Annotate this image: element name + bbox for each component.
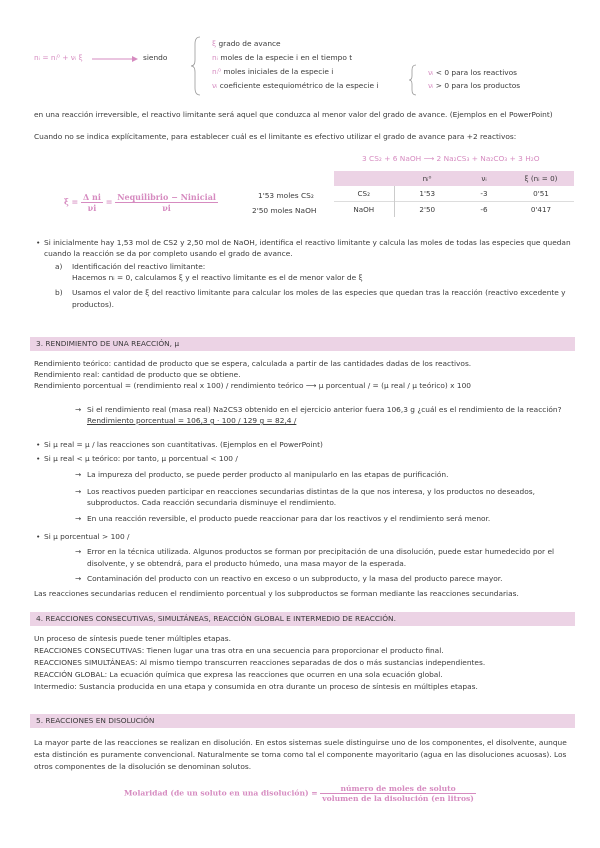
table-row: CS₂ 1'53 -3 0'51 [334, 186, 574, 202]
cause-secundarias: → Los reactivos pueden participar en reacciones secundarias distintas de la que nos interesa, y los productos no deseados, [87, 486, 535, 498]
sec4-line-1: Un proceso de síntesis puede tener múltiples etapas. [34, 634, 231, 643]
header-vi: νᵢ [481, 174, 487, 183]
reaction-equation: 3 CS₂ + 6 NaOH ⟶ 2 Na₂CS₃ + Na₂CO₃ + 3 H₂O [362, 154, 540, 163]
rend-teorico: Rendimiento teórico: cantidad de producto que se espera, calculada a partir de las cantidades dadas de los reactivos. [34, 359, 472, 368]
sign-productos: νᵢ > 0 para los productos [428, 81, 521, 90]
bullet-mu-less: • Si μ real < μ teórico: por tanto, μ porcentual < 100 / [44, 453, 238, 465]
step-b-label: b) [55, 288, 63, 297]
sec4-simultaneas: REACCIONES SIMULTÁNEAS: Al mismo tiempo transcurren reacciones separadas de dos o más sustancias independientes. [34, 658, 486, 667]
step-b-text: Usamos el valor de ξ del reactivo limitante para calcular los moles de las especies que quedan tras la reacción (reactivo excedente y [72, 288, 566, 297]
arrow-right-icon [92, 55, 138, 63]
sec4-global: REACCIÓN GLOBAL: La ecuación química que expresa las reacciones que ocurren en una sola ecuación global. [34, 670, 443, 679]
sec5-line-3: otros componentes de la disolución se denominan solutos. [34, 762, 252, 771]
para-limitante: Cuando no se indica explícitamente, para establecer cuál es el limitante es efectivo utilizar el grado de avance para +2 reactivos: [34, 132, 517, 141]
exercise-bullet-cont: cuando la reacción se da por completo usando el grado de avance. [44, 249, 293, 258]
def-vi: νᵢ coeficiente estequiométrico de la especie i [212, 81, 379, 90]
header-ni0: nᵢ⁰ [422, 174, 432, 183]
header-xi: ξ (nᵢ = 0) [524, 174, 558, 183]
section-4-heading: 4. REACCIONES CONSECUTIVAS, SIMULTÁNEAS, REACCIÓN GLOBAL E INTERMEDIO DE REACCIÓN. [30, 612, 575, 626]
section-5-heading: 5. REACCIONES EN DISOLUCIÓN [30, 714, 575, 728]
cause-error-tecnica: → Error en la técnica utilizada. Algunos productos se forman por precipitación de una disolución, puede estar humedecido por el [87, 546, 554, 558]
step-a-label: a) [55, 262, 63, 271]
reaction-table [334, 171, 574, 217]
sec3-conclusion: Las reacciones secundarias reducen el rendimiento porcentual y los subproductos se forman mediante las reacciones secundarias. [34, 589, 519, 598]
cause-secundarias-cont: subproductos. Cada reacción secundaria disminuye el rendimiento. [87, 498, 337, 507]
step-a-title: Identificación del reactivo limitante: [72, 262, 206, 271]
siendo-label: siendo [143, 53, 168, 62]
step-a-text: Hacemos nᵢ = 0, calculamos ξ y el reactivo limitante es el de menor valor de ξ [72, 273, 363, 282]
cause-contaminacion: → Contaminación del producto con un reactivo en exceso o un subproducto, y la masa del producto parece mayor. [87, 573, 502, 585]
def-ni: nᵢ moles de la especie i en el tiempo t [212, 53, 353, 62]
sec4-intermedio: Intermedio: Sustancia producida en una etapa y consumida en otra durante un proceso de síntesis en múltiples etapas. [34, 682, 478, 691]
bullet-mu-greater: • Si μ porcentual > 100 / [44, 531, 130, 543]
molarity-formula: Molaridad (de un soluto en una disolución) = $\frac{\text{número de moles de soluto}}{\text{volumen de la disolución (en litros)}}$ [124, 784, 474, 803]
table-row: NaOH 2'50 -6 0'417 [334, 202, 574, 218]
sign-reactivos: νᵢ < 0 para los reactivos [428, 68, 518, 77]
sec5-line-1: La mayor parte de las reacciones se realizan en disolución. En estos sistemas suele distinguirse uno de los componentes, el disolvente, aunque [34, 738, 567, 747]
def-xi: ξ grado de avance [212, 39, 281, 48]
sec4-consecutivas: REACCIONES CONSECUTIVAS: Tienen lugar una tras otra en una secuencia para proporcionar el producto final. [34, 646, 444, 655]
rend-real: Rendimiento real: cantidad de producto que se obtiene. [34, 370, 241, 379]
section-3-heading: 3. RENDIMIENTO DE UNA REACCIÓN, μ [30, 337, 575, 351]
question-rendimiento: → Si el rendimiento real (masa real) Na2CS3 obtenido en el ejercicio anterior fuera 106,3 g ¿cuál es el rendimiento de la reacción? [87, 404, 562, 416]
def-ni0: nᵢ⁰ moles iniciales de la especie i [212, 67, 334, 76]
cause-impureza: → La impureza del producto, se puede perder producto al manipularlo en las etapas de purificación. [87, 469, 448, 481]
brace-left-icon [190, 36, 202, 96]
row-label-cs2: 1'53 moles CS₂ [258, 191, 314, 200]
para-irreversible: en una reacción irreversible, el reactivo limitante será aquel que conduzca al menor valor del grado de avance. (Ejemplos en el PowerPoint) [34, 110, 553, 119]
step-b-cont: productos). [72, 300, 115, 309]
cause-error-tecnica-cont: disolvente, y se obtendrá, para el producto húmedo, una masa mayor de la esperada. [87, 559, 407, 568]
answer-rendimiento: Rendimiento porcentual = 106,3 g · 100 / 129 g = 82,4 / [87, 416, 297, 425]
xi-formula: ξ = $\frac{\text{Δ ni}}{\nu i}$ = $\frac{\text{Nequilibrio − Ninicial}}{\nu i}$ [64, 192, 216, 213]
row-label-naoh: 2'50 moles NaOH [252, 206, 317, 215]
bullet-mu-equal: • Si μ real = μ / las reacciones son cuantitativas. (Ejemplos en el PowerPoint) [44, 439, 323, 451]
formula-ni: nᵢ = nᵢ⁰ + νᵢ ξ [34, 53, 83, 62]
exercise-bullet: • Si inicialmente hay 1,53 mol de CS2 y 2,50 mol de NaOH, identifica el reactivo limitante y calcula las moles de todas las especies que quedan [44, 237, 571, 249]
sec5-line-2: esta distinción es puramente convencional. Naturalmente se toma como tal el componente mayoritario (agua en las disoluciones acuosas). Los [34, 750, 567, 759]
rend-porcentual: Rendimiento porcentual = (rendimiento real x 100) / rendimiento teórico ⟶ μ porcentual / = (μ real / μ teórico) x 100 [34, 381, 471, 390]
cause-reversible: → En una reacción reversible, el producto puede reaccionar para dar los reactivos y el rendimiento será menor. [87, 513, 490, 525]
brace-left-small-icon [408, 64, 418, 96]
